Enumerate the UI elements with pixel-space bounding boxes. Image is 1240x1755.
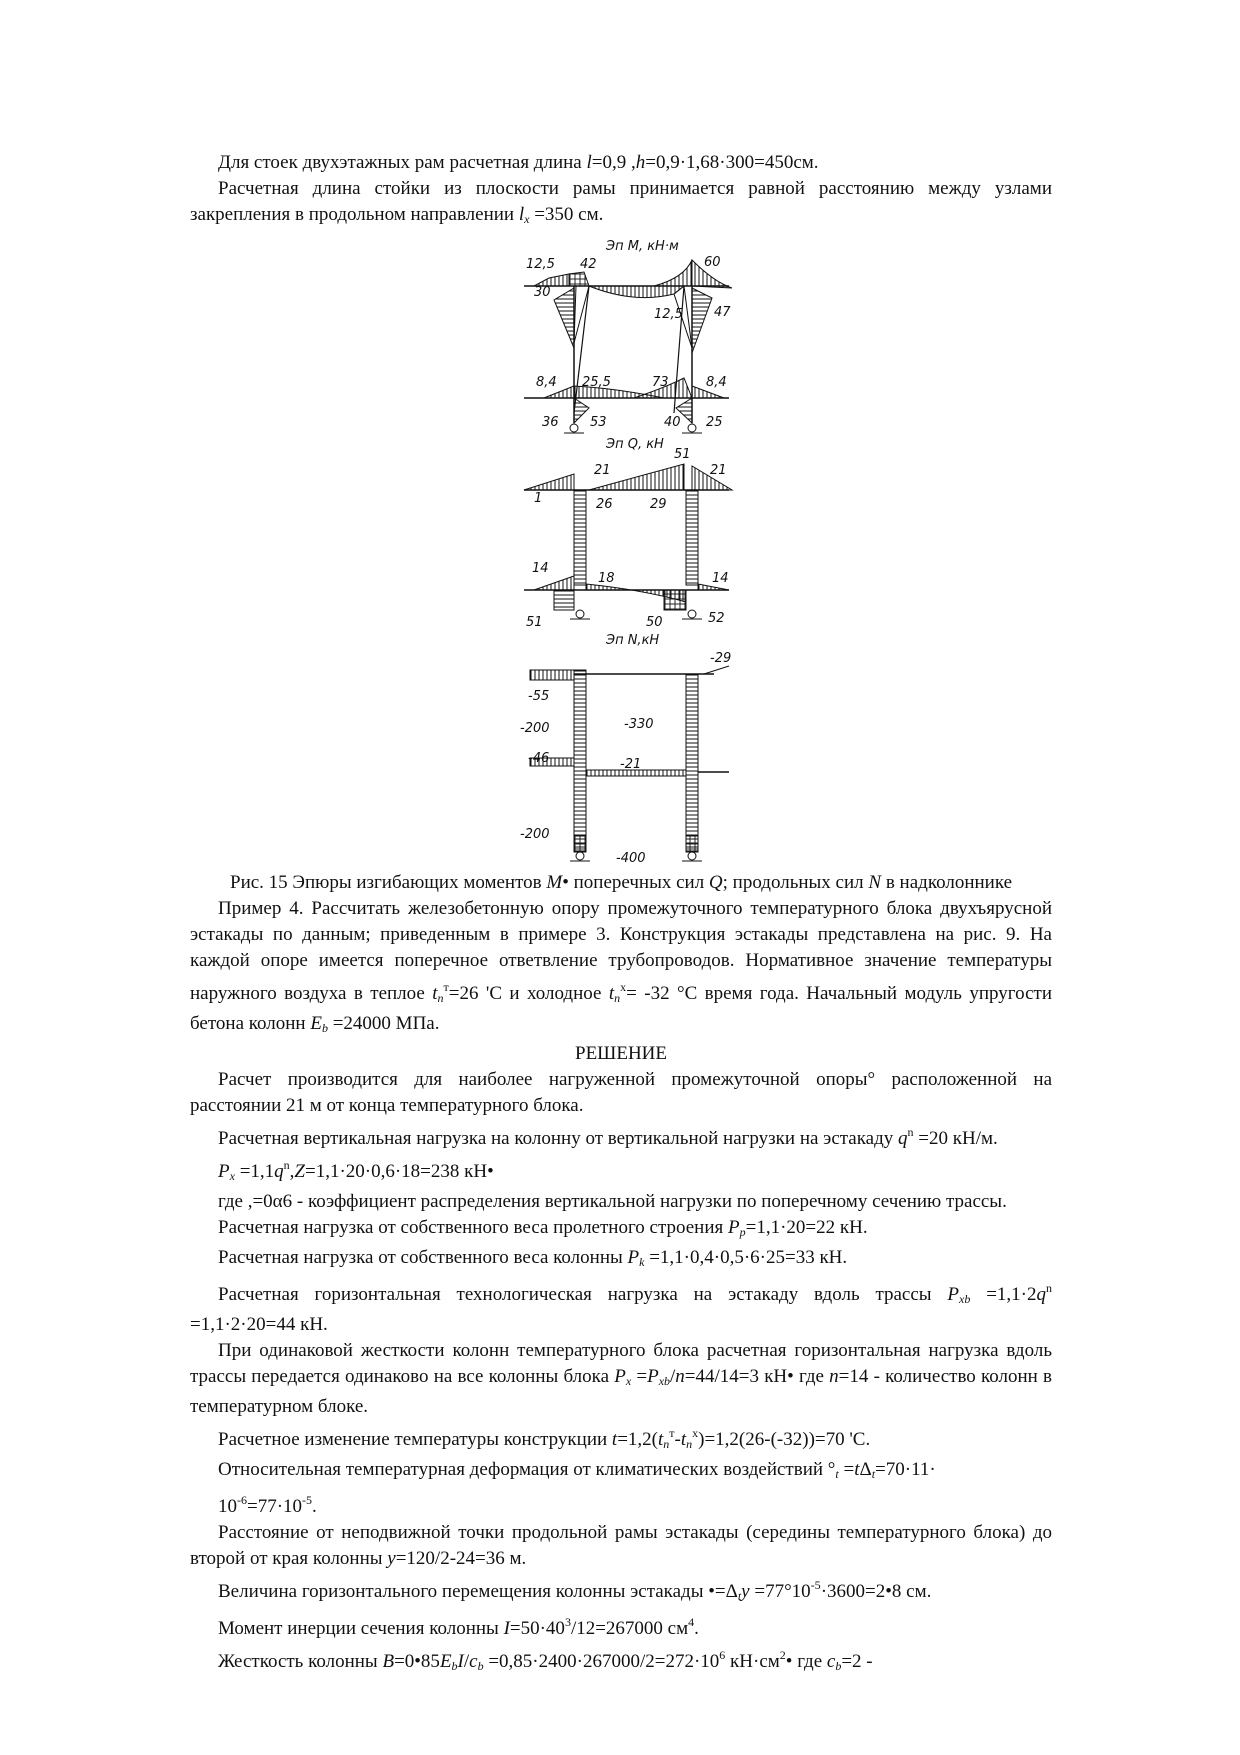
paragraph-horizontal-load: Расчетная горизонтальная технологическая нагрузка на эстакаду вдоль трассы $P_{xb} =1,1\cdot 2q^n =1,1\cdot 2\cdot 20=44$ кН. (190, 1281, 1052, 1335)
axial-diagram-title: Эп N,кН (606, 633, 660, 648)
n-label-2: -55 (528, 689, 550, 704)
m-label-2: 42 (580, 257, 597, 272)
figure-diagrams (190, 238, 1052, 868)
n-label-3: -200 (520, 721, 550, 736)
m-label-5: 12,5 (654, 307, 683, 322)
m-label-1: 12,5 (526, 257, 555, 272)
paragraph-displacement: Величина горизонтального перемещения колонны эстакады $•=\Delta_ty$ $=77^\circ 10^{-5}\cdot 3600=2•8$ см. (218, 1578, 932, 1603)
q-label-5: 26 (596, 497, 613, 512)
m-label-9: 73 (652, 375, 669, 390)
paragraph-equal-stiffness: При одинаковой жесткости колонн температурного блока расчетная горизонтальная нагрузка вдоль трассы передается одинаково на все колонны блока $P_x =P_{xb}/n=44/14=3$ кН• где n=14 - количество колонн в температурном блоке. (190, 1340, 1052, 1417)
moment-diagram (524, 239, 732, 433)
paragraph-design-length: Для стоек двухэтажных рам расчетная длина l=0,9 ,h=0,9·1,68·300=450см. (218, 152, 819, 173)
q-label-7: 14 (532, 561, 549, 576)
q-label-9: 14 (712, 571, 729, 586)
q-label-1: 21 (594, 463, 611, 478)
paragraph-temperature-strain: Относительная температурная деформация от климатических воздействий $^\circ_t =t\Delta_t=70\cdot 11\cdot$ (218, 1459, 936, 1481)
paragraph-distribution-coefficient: где ,=0α6 - коэффициент распределения вертикальной нагрузки по поперечному сечению трассы. (218, 1191, 1007, 1212)
shear-diagram (524, 437, 732, 630)
q-label-4: 1 (534, 491, 543, 506)
figure-caption: Рис. 15 Эпюры изгибающих моментов M• поперечных сил Q; продольных сил N в надколоннике (230, 872, 1013, 893)
m-label-8: 25,5 (582, 375, 611, 390)
q-label-2: 51 (674, 447, 691, 462)
m-label-14: 25 (706, 415, 723, 430)
q-label-6: 29 (650, 497, 667, 512)
q-label-12: 52 (708, 611, 725, 626)
paragraph-vertical-load: Расчетная вертикальная нагрузка на колонну от вертикальной нагрузки на эстакаду $q^n =20$ кН/м. (218, 1125, 998, 1149)
n-label-7: -200 (520, 827, 550, 842)
m-label-11: 36 (542, 415, 559, 430)
q-label-3: 21 (710, 463, 727, 478)
paragraph-distance: Расстояние от неподвижной точки продольной рамы эстакады (середины температурного блока) до второй от края колонны y=120/2-24=36 м. (190, 1522, 1052, 1569)
n-label-6: -21 (620, 757, 642, 772)
paragraph-temperature-strain-cont: $10^{-6}=77\cdot 10^{-5}$. (218, 1493, 317, 1517)
m-label-13: 40 (664, 415, 681, 430)
paragraph-temperature-change: Расчетное изменение температуры конструкции $t=1,2(t_n^т-t_n^х)=1,2(26-(-32))=70$ 'С. (218, 1426, 871, 1451)
m-label-3: 60 (704, 255, 721, 270)
q-label-8: 18 (598, 571, 615, 586)
m-label-10: 8,4 (706, 375, 727, 390)
n-label-4: -330 (624, 717, 654, 732)
frame-diagrams-svg (514, 238, 754, 864)
q-label-10: 51 (526, 615, 543, 630)
axial-diagram (520, 633, 731, 864)
m-label-12: 53 (590, 415, 607, 430)
n-label-5: -46 (528, 751, 550, 766)
paragraph-column-weight: Расчетная нагрузка от собственного веса колонны $P_k =1,1\cdot 0,4\cdot 0,5\cdot 6\cdot 25=33$ кН. (218, 1247, 848, 1269)
shear-diagram-title: Эп Q, кН (606, 437, 664, 452)
paragraph-out-of-plane-length: Расчетная длина стойки из плоскости рамы принимается равной расстоянию между узлами закрепления в продольном направлении $l_x =350$ см. (190, 178, 1052, 226)
m-label-6: 47 (714, 305, 731, 320)
m-label-7: 8,4 (536, 375, 557, 390)
paragraph-span-weight: Расчетная нагрузка от собственного веса пролетного строения $P_p=1,1\cdot 20=22$ кН. (218, 1217, 868, 1239)
paragraph-calculation-support: Расчет производится для наиболее нагруженной промежуточной опоры° расположенной на расстоянии 21 м от конца температурного блока. (190, 1069, 1052, 1116)
moment-diagram-title: Эп M, кН·м (606, 239, 679, 254)
q-label-11: 50 (646, 615, 663, 630)
solution-heading: РЕШЕНИЕ (575, 1043, 667, 1064)
formula-px: $P_x =1,1q^n,Z=1,1\cdot 20\cdot 0,6\cdot 18=238$ кН• (218, 1158, 494, 1183)
paragraph-inertia: Момент инерции сечения колонны $I=50\cdot 40^3/12=267000$ $см^4$. (218, 1615, 699, 1639)
document-page (190, 150, 1052, 1679)
n-label-1: -29 (710, 651, 732, 666)
paragraph-stiffness: Жесткость колонны $B=0•85E_bI/c_b =0,85\cdot 2400\cdot 267000/2=272\cdot 10^6$ $кН\cdot см^2•$ где $c_b=2$ - (218, 1648, 873, 1673)
n-label-8: -400 (616, 851, 646, 864)
paragraph-example-4: Пример 4. Рассчитать железобетонную опору промежуточного температурного блока двухъярусной эстакады по данным; приведенным в примере 3. Конструкция эстакады представлена на рис. 9. На каждой опоре имеется поперечное ответвление трубопроводов. Нормативное значение температуры наружного воздуха в теплое $t_n^т=26$ 'С и холодное $t_n^х= -32$ °С время года. Начальный модуль упругости бетона колонн $E_b =24000$ МПа. (190, 898, 1052, 1035)
m-label-4: 30 (534, 285, 551, 300)
